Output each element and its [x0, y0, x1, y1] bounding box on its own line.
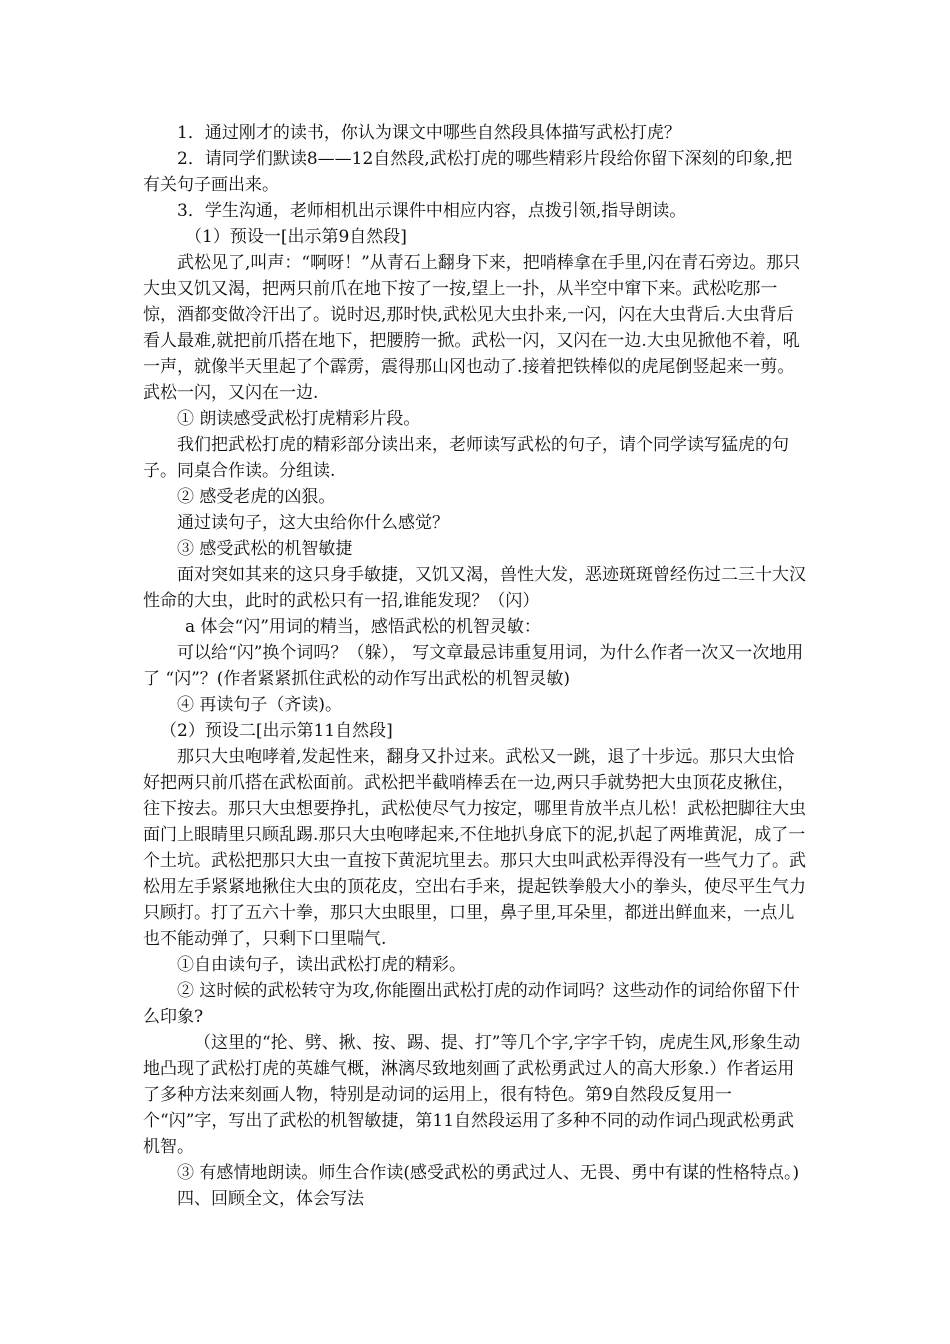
paragraph-wit-question: 面对突如其来的这只身手敏捷，又饥又渴，兽性大发，恶迹斑斑曾经伤过二三十大汉性命的大虫，此时的武松只有一招,谁能发现？（闪） — [143, 565, 806, 611]
paragraph-analysis: （这里的“抡、劈、揪、按、踢、提、打”等几个字,字字千钧，虎虎生风,形象生动地凸现了武松打虎的英雄气概，淋漓尽致地刻画了武松勇武过人的高大形象.）作者运用了多种方法来刻画人物，特别是动词的运用上，很有特色。第9自然段反复用一个“闪”字，写出了武松的机智敏捷，第11自然段运用了多种不同的动作词凸现武松勇武机智。 — [143, 1033, 801, 1157]
paragraph-tiger-question: 通过读句子，这大虫给你什么感觉？ — [177, 513, 449, 533]
paragraph-step-tiger: ② 感受老虎的凶狠。 — [177, 487, 336, 507]
paragraph-step-emotional-read: ③ 有感情地朗读。师生合作读(感受武松的勇武过人、无畏、勇中有谋的性格特点。) — [177, 1163, 800, 1183]
paragraph-step-read: ① 朗读感受武松打虎精彩片段。 — [177, 409, 421, 429]
paragraph-preset-1-heading: （1）预设一[出示第9自然段] — [185, 227, 407, 247]
paragraph-step-verbs: ② 这时候的武松转守为攻,你能圈出武松打虎的动作词吗？这些动作的词给你留下什么印象? — [143, 981, 800, 1027]
document-body — [143, 120, 809, 1212]
paragraph-read-instruction: 我们把武松打虎的精彩部分读出来，老师读写武松的句子，请个同学读写猛虎的句子。同桌合作读。分组读. — [143, 435, 789, 481]
paragraph-step-reread: ④ 再读句子（齐读)。 — [177, 695, 343, 715]
paragraph-excerpt-9: 武松见了,叫声：“啊呀！”从青石上翻身下来，把哨棒拿在手里,闪在青石旁边。那只大虫又饥又渴，把两只前爪在地下按了一按,望上一扑，从半空中窜下来。武松吃那一惊，酒都变做冷汗出了。说时迟,那时快,武松见大虫扑来,一闪，闪在大虫背后.大虫背后看人最难,就把前爪搭在地下，把腰胯一掀。武松一闪，又闪在一边.大虫见掀他不着，吼一声，就像半天里起了个霹雳，震得那山冈也动了.接着把铁棒似的虎尾倒竖起来一剪。武松一闪，又闪在一边. — [143, 253, 801, 403]
paragraph-question-2: 2．请同学们默读8——12自然段,武松打虎的哪些精彩片段给你留下深刻的印象,把有关句子画出来。 — [143, 149, 793, 195]
paragraph-step-a: a 体会“闪”用词的精当，感悟武松的机智灵敏： — [185, 617, 541, 637]
paragraph-question-3: 3．学生沟通，老师相机出示课件中相应内容，点拨引领,指导朗读。 — [177, 201, 687, 221]
paragraph-step-free-read: ①自由读句子，读出武松打虎的精彩。 — [177, 955, 466, 975]
paragraph-step-wit: ③ 感受武松的机智敏捷 — [177, 539, 353, 559]
paragraph-synonym-question: 可以给“闪”换个词吗？（躲）， 写文章最忌讳重复用词，为什么作者一次又一次地用了 “闪”？(作者紧紧抓住武松的动作写出武松的机智灵敏) — [143, 643, 804, 689]
paragraph-section-4-heading: 四、回顾全文，体会写法 — [177, 1189, 364, 1209]
paragraph-question-1: 1．通过刚才的读书，你认为课文中哪些自然段具体描写武松打虎？ — [177, 123, 681, 143]
paragraph-excerpt-11: 那只大虫咆哮着,发起性来，翻身又扑过来。武松又一跳，退了十步远。那只大虫恰好把两只前爪搭在武松面前。武松把半截哨棒丢在一边,两只手就势把大虫顶花皮揪住，往下按去。那只大虫想要挣扎，武松使尽气力按定，哪里肯放半点儿松！武松把脚往大虫面门上眼睛里只顾乱踢.那只大虫咆哮起来,不住地扒身底下的泥,扒起了两堆黄泥，成了一个土坑。武松把那只大虫一直按下黄泥坑里去。那只大虫叫武松弄得没有一些气力了。武松用左手紧紧地揪住大虫的顶花皮，空出右手来，提起铁拳般大小的拳头，使尽平生气力只顾打。打了五六十拳，那只大虫眼里，口里，鼻子里,耳朵里，都迸出鲜血来，一点儿也不能动弹了，只剩下口里喘气. — [143, 747, 806, 949]
paragraph-preset-2-heading: （2）预设二[出示第11自然段] — [160, 721, 393, 741]
